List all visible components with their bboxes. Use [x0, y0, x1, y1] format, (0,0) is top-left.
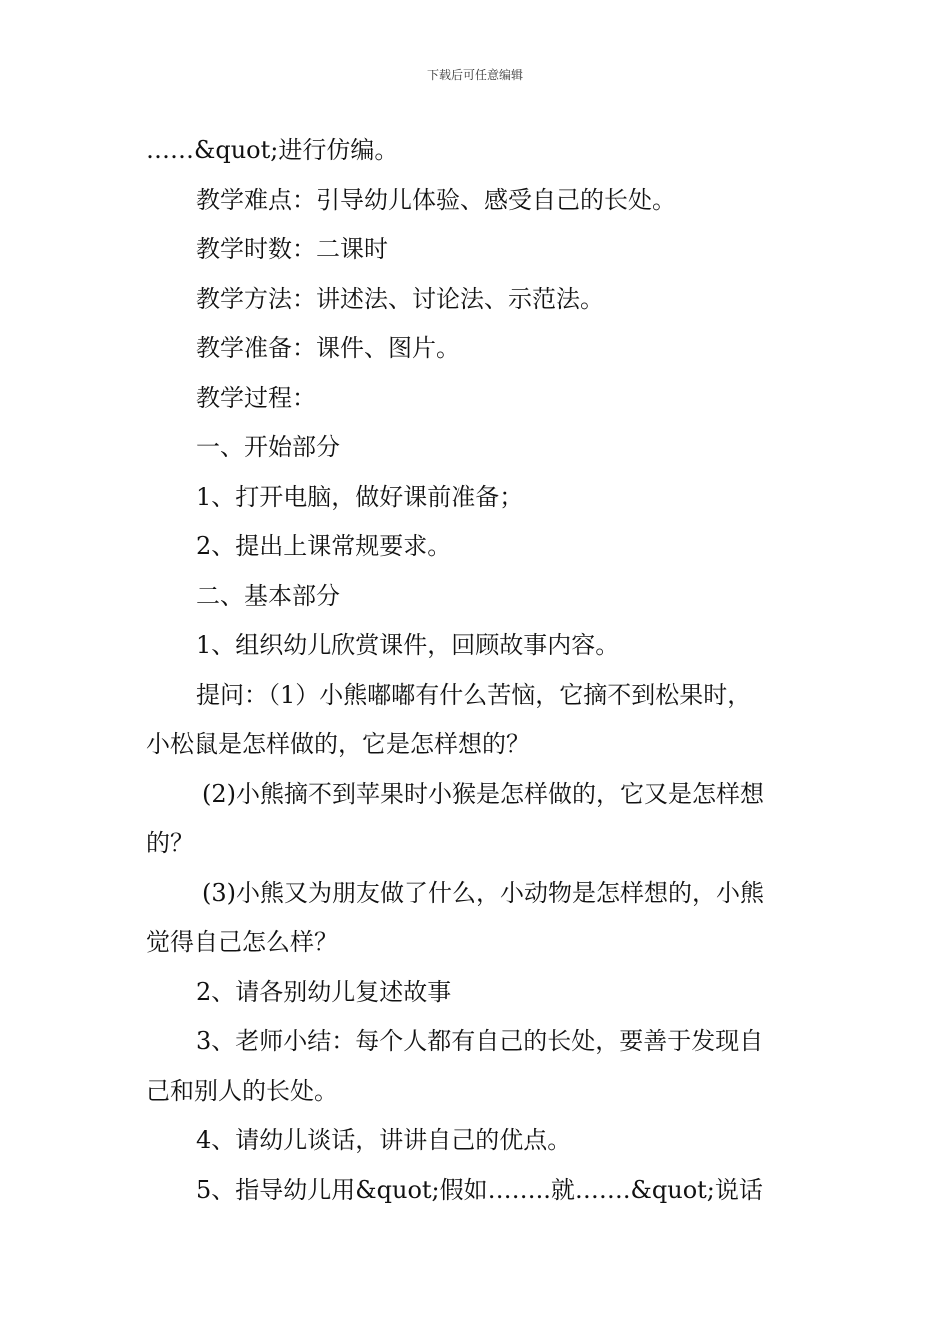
paragraph-teaching-methods: 教学方法：讲述法、讨论法、示范法。 [196, 284, 604, 313]
section-heading-start: 一、开始部分 [196, 433, 340, 461]
page-header: 下载后可任意编辑 [426, 68, 523, 82]
question-line: 提问：（1）小熊嘟嘟有什么苦恼，它摘不到松果时， [196, 680, 752, 709]
list-item-continuation: 己和别人的长处。 [146, 1076, 338, 1105]
section-heading-basic: 二、基本部分 [196, 581, 340, 610]
list-item: 2、提出上课常规要求。 [196, 532, 452, 560]
list-item: 4、请幼儿谈话，讲讲自己的优点。 [196, 1126, 572, 1154]
list-item: 2、请各别幼儿复述故事 [196, 977, 452, 1006]
paragraph-teaching-hours: 教学时数：二课时 [196, 235, 388, 263]
question-line: (2)小熊摘不到苹果时小猴是怎样做的，它又是怎样想 [202, 779, 764, 808]
paragraph-teaching-difficulty: 教学难点：引导幼儿体验、感受自己的长处。 [196, 185, 676, 214]
document-body [146, 126, 816, 1215]
list-item: 1、打开电脑，做好课前准备； [196, 482, 524, 511]
list-item: 3、老师小结：每个人都有自己的长处，要善于发现自 [196, 1027, 764, 1055]
paragraph-teaching-process: 教学过程： [196, 383, 316, 412]
question-line-continuation: 觉得自己怎么样？ [146, 928, 338, 956]
paragraph-continuation: ……&quot;进行仿编。 [146, 136, 399, 164]
list-item: 5、指导幼儿用&quot;假如……..就…….&quot;说话 [196, 1175, 763, 1204]
list-item: 1、组织幼儿欣赏课件，回顾故事内容。 [196, 631, 620, 659]
question-line: (3)小熊又为朋友做了什么，小动物是怎样想的，小熊 [202, 878, 764, 907]
paragraph-teaching-preparation: 教学准备：课件、图片。 [196, 334, 460, 362]
question-line-continuation: 的？ [146, 829, 194, 857]
question-line-continuation: 小松鼠是怎样做的，它是怎样想的？ [146, 730, 530, 758]
